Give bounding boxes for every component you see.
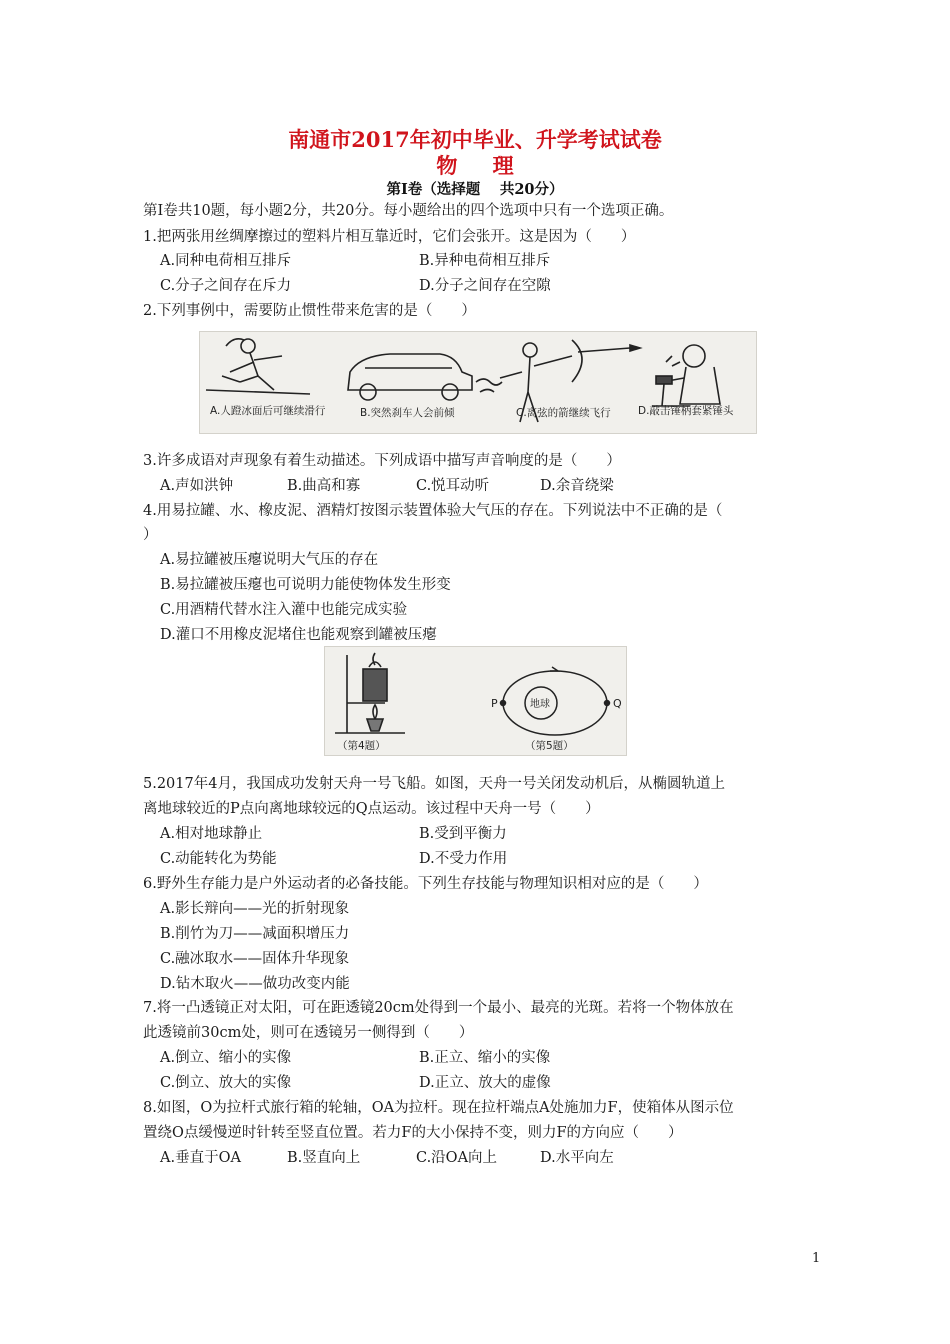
question-6-stem: 6.野外生存能力是户外运动者的必备技能。下列生存技能与物理知识相对应的是（ ） [143, 876, 708, 892]
question-5-option-c: C.动能转化为势能 [160, 851, 277, 867]
question-6-option-a: A.影长辩向——光的折射现象 [160, 901, 350, 917]
question-5-stem-line1: 5.2017年4月，我国成功发射天舟一号飞船。如图，天舟一号关闭发动机后，从椭圆轨道上 [143, 776, 725, 792]
question-3-option-b: B.曲高和寡 [287, 478, 361, 494]
page-number: 1 [812, 1251, 821, 1266]
figure-4-caption: （第4题） [337, 740, 386, 752]
question-2-caption-b: B.突然刹车人会前倾 [360, 407, 455, 419]
question-4-option-d: D.灌口不用橡皮泥堵住也能观察到罐被压瘪 [160, 627, 437, 643]
question-2-stem: 2.下列事例中，需要防止惯性带来危害的是（ ） [143, 303, 476, 319]
question-3-option-a: A.声如洪钟 [160, 478, 234, 494]
question-5-option-d: D.不受力作用 [419, 851, 508, 867]
orbit-label-p: P [491, 697, 498, 710]
question-6-option-d: D.钻木取火——做功改变内能 [160, 976, 350, 992]
question-5-option-a: A.相对地球静止 [160, 826, 263, 842]
question-8-option-c: C.沿OA向上 [416, 1150, 498, 1166]
orbit-diagram [501, 667, 610, 735]
question-4-option-b: B.易拉罐被压瘪也可说明力能使物体发生形变 [160, 577, 451, 593]
question-2-caption-d: D.敲击锤柄套紧锤头 [638, 405, 734, 417]
question-6-option-c: C.融冰取水——固体升华现象 [160, 951, 350, 967]
question-2-caption-a: A.人蹬冰面后可继续滑行 [210, 405, 326, 417]
can-apparatus [335, 653, 405, 733]
subject-title: 物 理 [436, 153, 528, 178]
question-4-stem-line2: ） [143, 527, 158, 543]
question-4-option-c: C.用酒精代替水注入灌中也能完成实验 [160, 602, 408, 618]
question-4-option-a: A.易拉罐被压瘪说明大气压的存在 [160, 552, 379, 568]
question-8-stem-line1: 8.如图，O为拉杆式旅行箱的轮轴，OA为拉杆。现在拉杆端点A处施加力F，使箱体从图示位 [143, 1100, 734, 1116]
question-8-option-a: A.垂直于OA [160, 1150, 241, 1166]
orbit-label-earth: 地球 [530, 699, 550, 710]
section-heading: 第Ⅰ卷（选择题 共20分） [386, 181, 564, 198]
question-6-option-b: B.削竹为刀——减面积增压力 [160, 926, 350, 942]
orbit-label-q: Q [613, 697, 622, 710]
question-2-figure [199, 331, 757, 434]
inertia-illustrations [200, 332, 756, 433]
question-7-option-a: A.倒立、缩小的实像 [160, 1050, 292, 1066]
question-5-option-b: B.受到平衡力 [419, 826, 507, 842]
hammer-illustration [652, 345, 720, 406]
question-7-option-c: C.倒立、放大的实像 [160, 1075, 292, 1091]
can-and-orbit-diagram [325, 647, 626, 755]
question-5-stem-line2: 离地球较近的P点向离地球较远的Q点运动。该过程中天舟一号（ ） [143, 801, 600, 817]
question-7-option-b: B.正立、缩小的实像 [419, 1050, 551, 1066]
question-3-option-c: C.悦耳动听 [416, 478, 490, 494]
question-3-option-d: D.余音绕梁 [540, 478, 614, 494]
skater-illustration [206, 339, 310, 394]
question-8-option-d: D.水平向左 [540, 1150, 614, 1166]
question-2-caption-c: C.离弦的箭继续飞行 [516, 407, 611, 419]
question-1-option-b: B.异种电荷相互排斥 [419, 253, 551, 269]
exam-title: 南通市2017年初中毕业、升学考试试卷 [288, 127, 662, 152]
question-1-option-c: C.分子之间存在斥力 [160, 278, 292, 294]
question-1-stem: 1.把两张用丝绸摩擦过的塑料片相互靠近时，它们会张开。这是因为（ ） [143, 229, 636, 245]
question-4-5-figure [324, 646, 627, 756]
question-7-stem-line1: 7.将一凸透镜正对太阳，可在距透镜20cm处得到一个最小、最亮的光斑。若将一个物体放在 [143, 1000, 734, 1016]
question-1-option-d: D.分子之间存在空隙 [419, 278, 551, 294]
figure-5-caption: （第5题） [525, 740, 574, 752]
question-1-option-a: A.同种电荷相互排斥 [160, 253, 292, 269]
question-4-stem-line1: 4.用易拉罐、水、橡皮泥、酒精灯按图示装置体验大气压的存在。下列说法中不正确的是（ [143, 503, 723, 519]
question-8-stem-line2: 置绕O点缓慢逆时针转至竖直位置。若力F的大小保持不变，则力F的方向应（ ） [143, 1125, 683, 1141]
question-3-stem: 3.许多成语对声现象有着生动描述。下列成语中描写声音响度的是（ ） [143, 453, 621, 469]
question-8-option-b: B.竖直向上 [287, 1150, 361, 1166]
question-7-stem-line2: 此透镜前30cm处，则可在透镜另一侧得到（ ） [143, 1025, 474, 1041]
instructions: 第Ⅰ卷共10题，每小题2分，共20分。每小题给出的四个选项中只有一个选项正确。 [143, 203, 674, 219]
question-7-option-d: D.正立、放大的虚像 [419, 1075, 551, 1091]
car-illustration [348, 354, 502, 400]
